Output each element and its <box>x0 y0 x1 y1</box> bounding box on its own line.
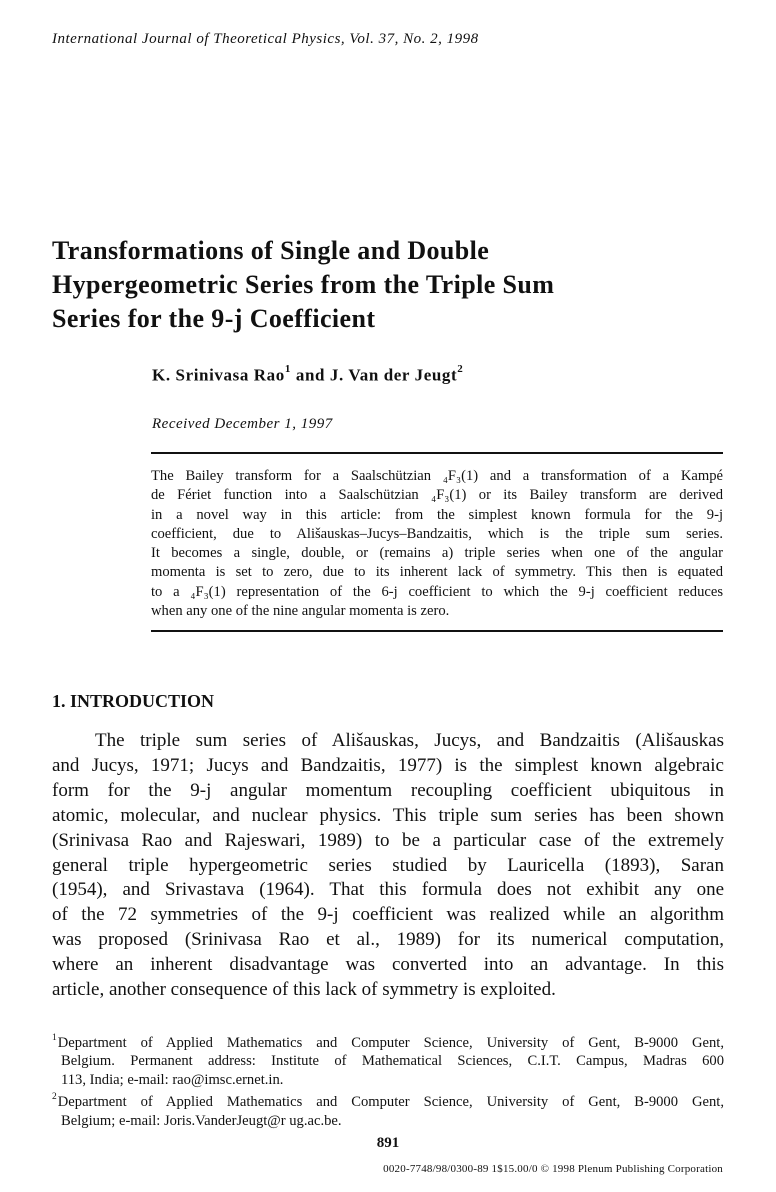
paragraph-line: was proposed (Srinivasa Rao et al., 1989) for its numerical computation, <box>52 929 724 951</box>
paragraph-line: (Srinivasa Rao and Rajeswari, 1989) to be a particular case of the extremely <box>52 829 724 851</box>
page-number: 891 <box>376 1135 400 1151</box>
abstract-line: momenta is set to zero, due to its inherent lack of symmetry. This then is equated <box>151 564 723 581</box>
author-conjunction: and <box>295 365 326 385</box>
paragraph-line: of the 72 symmetries of the 9-j coefficient was realized while an algorithm <box>52 904 724 926</box>
abstract-line: The Bailey transform for a Saalschützian ₄F₃(1) and a transformation of a Kampé <box>151 468 723 484</box>
title-line: Transformations of Single and Double <box>52 236 490 265</box>
author-line <box>152 365 463 386</box>
paragraph-line: The triple sum series of Ališauskas, Jucys, and Bandzaitis (Ališauskas <box>95 730 724 751</box>
footnote-text: Department of Applied Mathematics and Computer Science, University of Gent, B-9000 Gent, <box>57 1034 724 1051</box>
author-name: K. Srinivasa Rao <box>152 365 285 385</box>
journal-header: International Journal of Theoretical Physics, Vol. 37, No. 2, 1998 <box>52 31 479 47</box>
abstract-rule-top <box>151 452 723 454</box>
footnotes <box>52 1030 724 1130</box>
body-paragraph <box>52 729 724 1003</box>
footnote-line <box>52 1030 724 1052</box>
footnote-mark: 2 <box>52 1092 57 1103</box>
paragraph-line: general triple hypergeometric series studied by Lauricella (1893), Saran <box>52 854 724 876</box>
paragraph-line: atomic, molecular, and nuclear physics. This triple sum series has been shown <box>52 804 724 826</box>
paragraph-line: form for the 9-j angular momentum recoupling coefficient ubiquitous in <box>52 779 724 801</box>
footnote-line: Belgium; e-mail: Joris.VanderJeugt@r ug.ac.be. <box>61 1112 342 1129</box>
affiliation-mark: 1 <box>284 363 291 375</box>
abstract-line: de Fériet function into a Saalschützian ₄F₃(1) or its Bailey transform are derived <box>151 487 723 504</box>
article-title <box>52 234 692 336</box>
abstract <box>151 467 723 621</box>
footnote-line: 113, India; e-mail: rao@imsc.ernet.in. <box>61 1071 284 1088</box>
copyright-line: 0020-7748/98/0300-89 1$15.00/0 © 1998 Plenum Publishing Corporation <box>383 1163 723 1175</box>
received-date: Received December 1, 1997 <box>152 416 333 432</box>
paragraph-line: (1954), and Srivastava (1964). That this formula does not exhibit any one <box>52 879 724 901</box>
footnote-line <box>52 1089 724 1111</box>
abstract-line: to a ₄F₃(1) representation of the 6-j coefficient to which the 9-j coefficient reduces <box>151 583 723 600</box>
title-line: Series for the 9-j Coefficient <box>52 304 376 333</box>
abstract-line: coefficient, due to Ališauskas–Jucys–Bandzaitis, which is the triple sum series. <box>151 525 723 542</box>
affiliation-mark: 2 <box>457 363 464 375</box>
footnote-text: Department of Applied Mathematics and Computer Science, University of Gent, B-9000 Gent, <box>57 1094 724 1111</box>
footnote-mark: 1 <box>52 1033 57 1043</box>
abstract-line: It becomes a single, double, or (remains a) triple series when one of the angular <box>151 545 723 562</box>
abstract-line: in a novel way in this article: from the simplest known formula for the 9-j <box>151 506 723 523</box>
paragraph-line: where an inherent disadvantage was converted into an advantage. In this <box>52 954 724 976</box>
footnote-line: Belgium. Permanent address: Institute of Mathematical Sciences, C.I.T. Campus, Madras 600 <box>61 1053 724 1070</box>
section-heading: 1. INTRODUCTION <box>52 691 215 711</box>
paragraph-line: and Jucys, 1971; Jucys and Bandzaitis, 1977) is the simplest known algebraic <box>52 754 724 776</box>
title-line: Hypergeometric Series from the Triple Sum <box>52 270 555 299</box>
author-name: J. Van der Jeugt <box>329 365 458 385</box>
abstract-rule-bottom <box>151 630 723 632</box>
paragraph-line: article, another consequence of this lack of symmetry is exploited. <box>52 979 556 1001</box>
abstract-line: when any one of the nine angular momenta is zero. <box>151 603 450 620</box>
